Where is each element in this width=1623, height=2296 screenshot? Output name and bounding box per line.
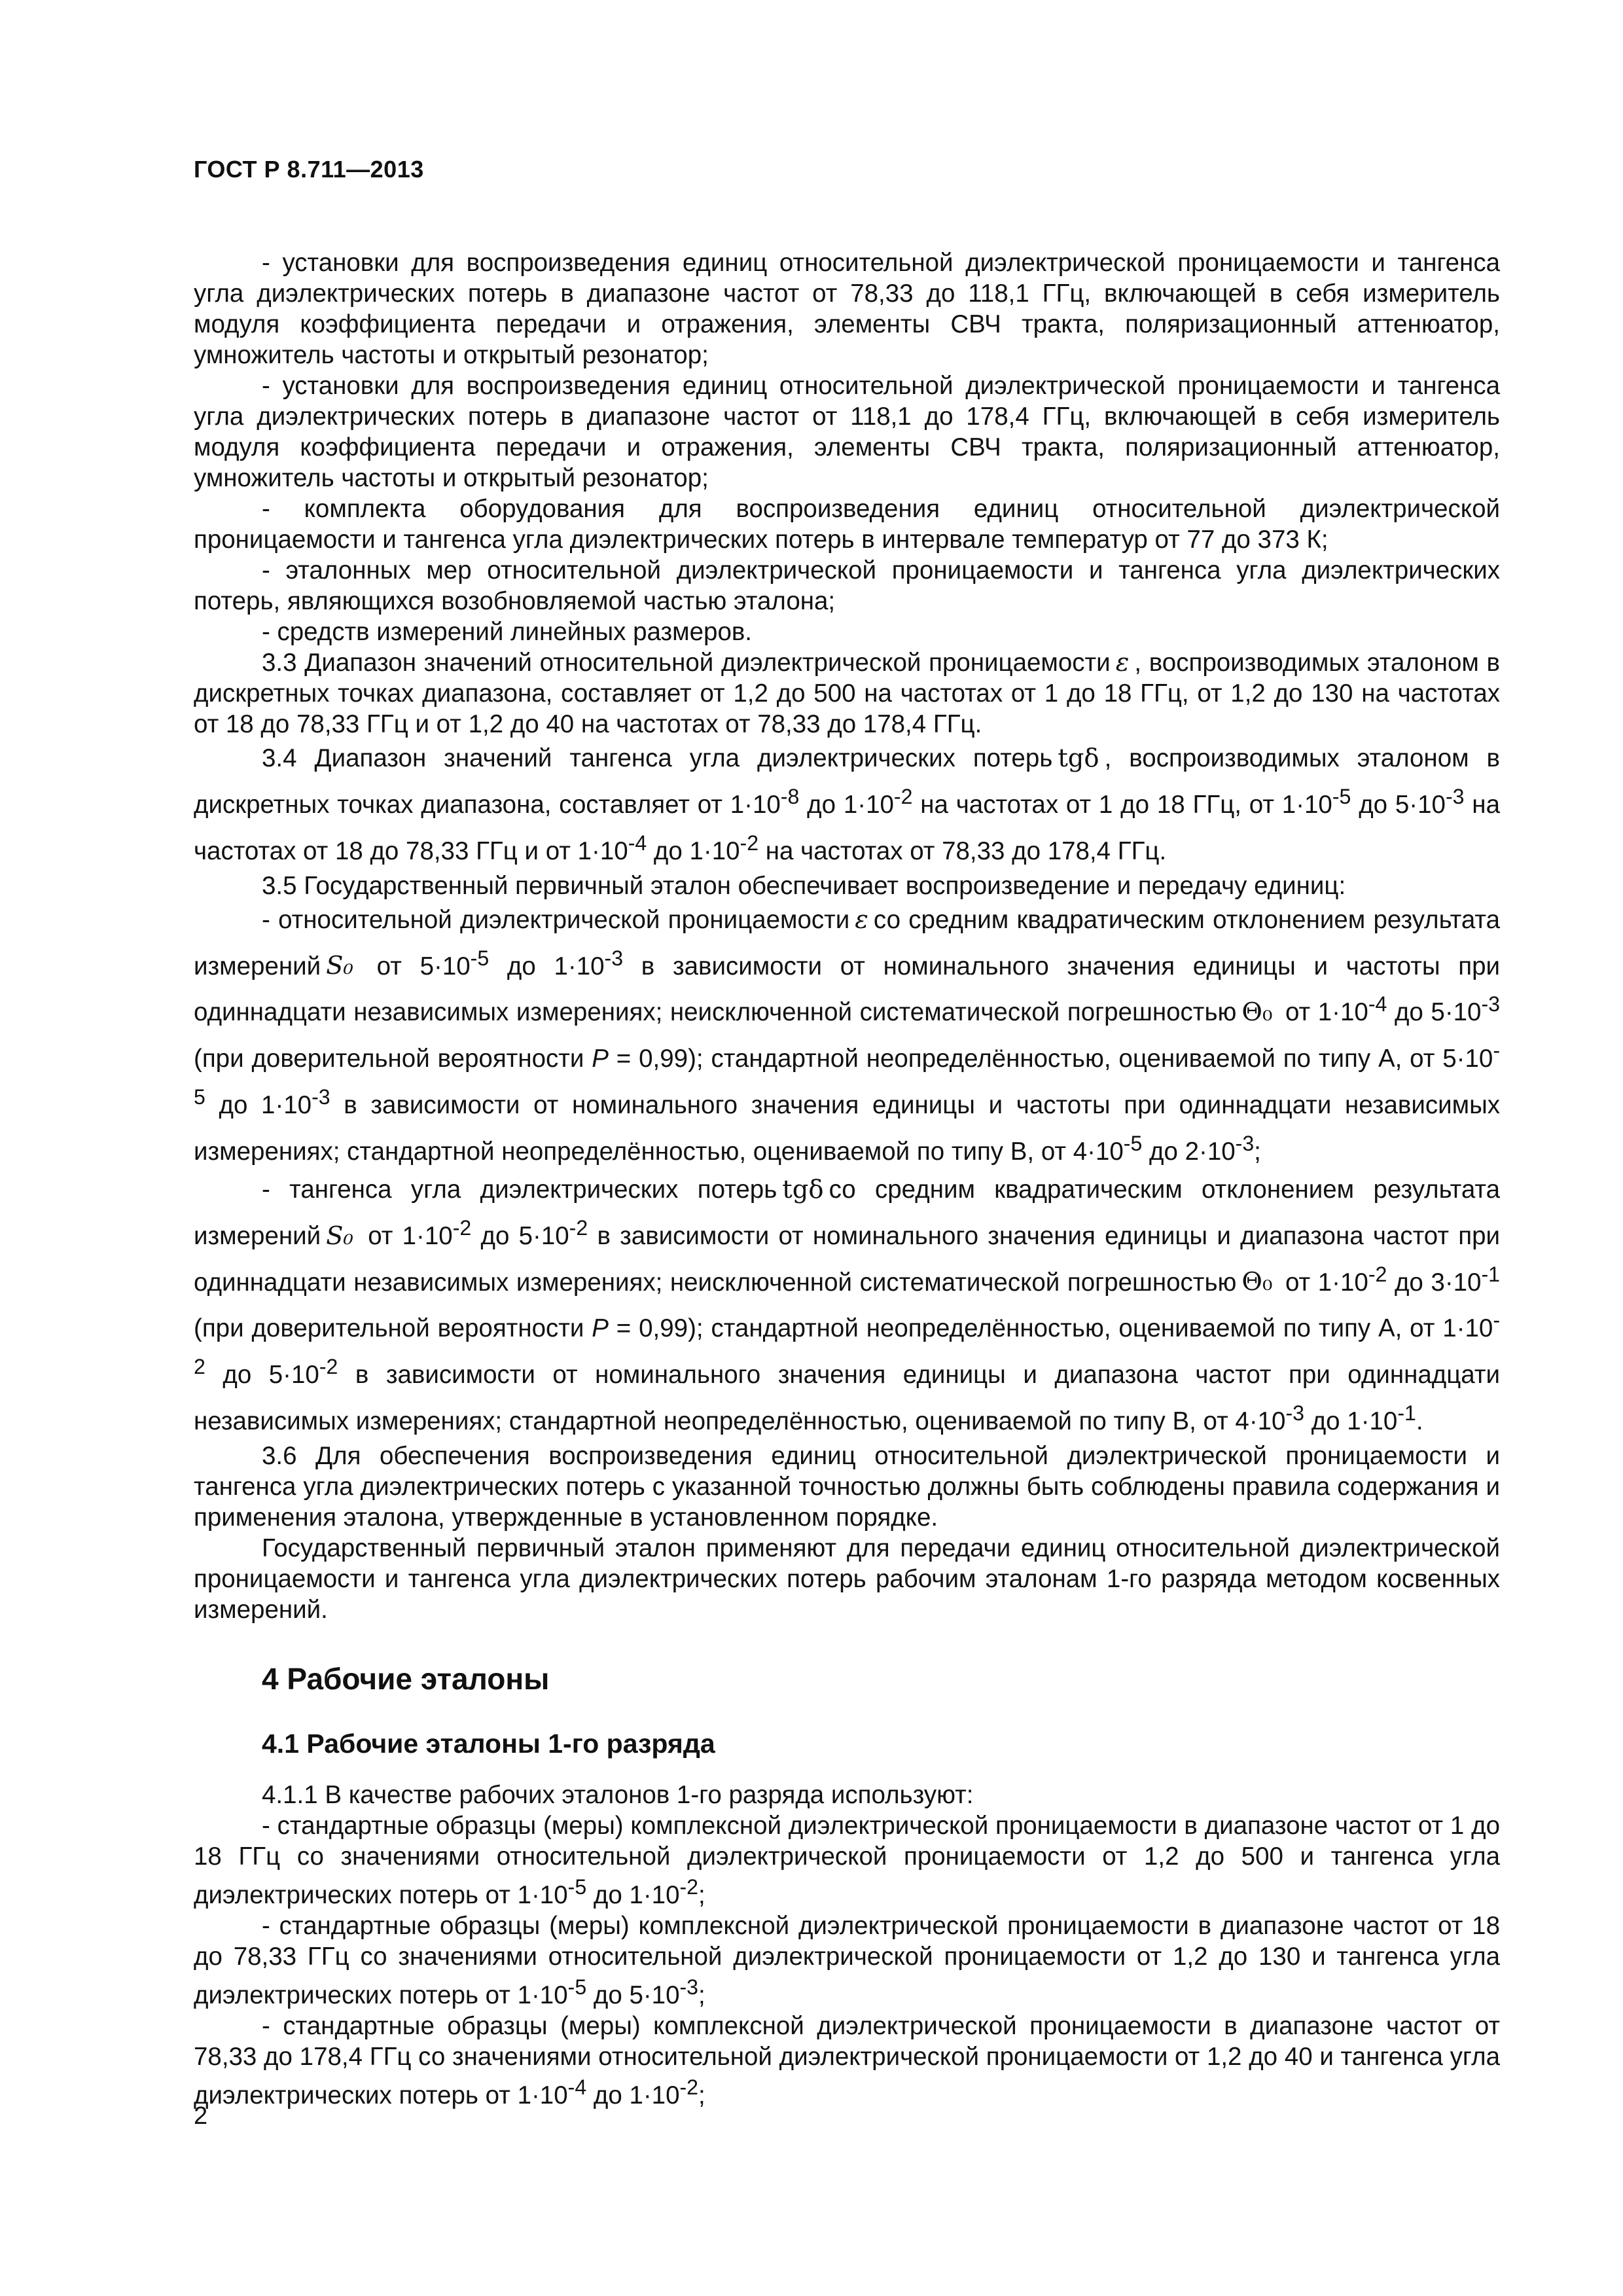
section-heading-4: 4 Рабочие эталоны (262, 1661, 550, 1696)
list-item-loss-tangent: - тангенса угла диэлектрических потерь tgδ со средним квадратическим отклонением результата измерений S₀ от $1\cdot 10^{-2}$ до $5\cdot 10^{-2}$ в зависимости от номинального значения единицы и диапазона частот при одиннадцати независимых измерениях; неисключенной систематической погрешностью Θ₀ от $1\cdot 10^{-2}$ до $3\cdot 10^{-1}$ (при доверительной вероятности P = 0,99); стандартной неопределённостью, оцениваемой по типу А, от $1\cdot 10^{-2}$ до $5\cdot 10^{-2}$ в зависимости от номинального значения единицы и диапазона частот при одиннадцати независимых измерениях; стандартной неопределённостью, оцениваемой по типу В, от $4\cdot 10^{-3}$ до $1\cdot 10^{-1}$. (194, 1174, 1501, 1435)
paragraph-3-5: 3.5 Государственный первичный эталон обеспечивает воспроизведение и передачу единиц: (262, 871, 1346, 900)
epsilon-symbol: ε (855, 905, 868, 935)
list-item-equipment-set: - комплекта оборудования для воспроизведения единиц относительной диэлектрической проницаемости и тангенса угла диэлектрических потерь в интервале температур от 77 до 373 К; (194, 495, 1500, 554)
epsilon-symbol: ε (1115, 648, 1130, 677)
list-item-permittivity: - относительной диэлектрической проницаемости ε со средним квадратическим отклонением результата измерений S₀ от $5\cdot 10^{-5}$ до $1\cdot 10^{-3}$ в зависимости от номинального значения единицы и частоты при одиннадцати независимых измерениях; неисключенной систематической погрешностью Θ₀ от $1\cdot 10^{-4}$ до $5\cdot 10^{-3}$ (при доверительной вероятности P = 0,99); стандартной неопределённостью, оцениваемой по типу А, от $5\cdot 10^{-5}$ до $1\cdot 10^{-3}$ в зависимости от номинального значения единицы и частоты при одиннадцати независимых измерениях; стандартной неопределённостью, оцениваемой по типу В, от $4\cdot 10^{-5}$ до $2\cdot 10^{-3}$; (194, 905, 1501, 1166)
s0-symbol: S₀ (326, 1221, 353, 1251)
tgdelta-symbol: tgδ (1058, 744, 1099, 773)
list-item-installation-2: - установки для воспроизведения единиц относительной диэлектрической проницаемости и тангенса угла диэлектрических потерь в диапазоне частот от 118,1 до 178,4 ГГц, включающей в себя измеритель модуля коэффициента передачи и отражения, элементы СВЧ тракта, поляризационный аттенюатор, умножитель частоты и открытый резонатор; (194, 372, 1500, 492)
page-body (194, 247, 1500, 2110)
paragraph-3-4: 3.4 Диапазон значений тангенса угла диэлектрических потерь tgδ , воспроизводимых эталоном в дискретных точках диапазона, составляет от $1\cdot 10^{-8}$ до $1\cdot 10^{-2}$ на частотах от 1 до 18 ГГц, от $1\cdot 10^{-5}$ до $5\cdot 10^{-3}$ на частотах от 18 до 78,33 ГГц и от $1\cdot 10^{-4}$ до $1\cdot 10^{-2}$ на частотах от 78,33 до 178,4 ГГц. (194, 744, 1500, 865)
list-item-standard-samples-1: - стандартные образцы (меры) комплексной диэлектрической проницаемости в диапазоне частот от 1 до 18 ГГц со значениями относительной диэлектрической проницаемости от 1,2 до 500 и тангенса угла диэлектрических потерь от $1\cdot 10^{-5}$ до $1\cdot 10^{-2}$; (194, 1811, 1500, 1909)
paragraph-3-3: 3.3 Диапазон значений относительной диэлектрической проницаемости ε , воспроизводимых эталоном в дискретных точках диапазона, составляет от 1,2 до 500 на частотах от 1 до 18 ГГц, от 1,2 до 130 на частотах от 18 до 78,33 ГГц и от 1,2 до 40 на частотах от 78,33 до 178,4 ГГц. (194, 648, 1501, 738)
p-symbol: P (592, 1314, 609, 1343)
page-number: 2 (194, 2102, 208, 2130)
list-item-standard-samples-3: - стандартные образцы (меры) комплексной диэлектрической проницаемости в диапазоне частот от 78,33 до 178,4 ГГц со значениями относительной диэлектрической проницаемости от 1,2 до 40 и тангенса угла диэлектрических потерь от $1\cdot 10^{-4}$ до $1\cdot 10^{-2}$; (194, 2011, 1500, 2109)
theta0-symbol: Θ₀ (1241, 1267, 1273, 1297)
theta0-symbol: Θ₀ (1241, 997, 1273, 1028)
list-item-standard-samples-2: - стандартные образцы (меры) комплексной диэлектрической проницаемости в диапазоне частот от 18 до 78,33 ГГц со значениями относительной диэлектрической проницаемости от 1,2 до 130 и тангенса угла диэлектрических потерь от $1\cdot 10^{-5}$ до $5\cdot 10^{-3}$; (194, 1911, 1500, 2009)
tgdelta-symbol: tgδ (782, 1174, 824, 1204)
list-item-installation-1: - установки для воспроизведения единиц относительной диэлектрической проницаемости и тангенса угла диэлектрических потерь в диапазоне частот от 78,33 до 118,1 ГГц, включающей в себя измеритель модуля коэффициента передачи и отражения, элементы СВЧ тракта, поляризационный аттенюатор, умножитель частоты и открытый резонатор; (194, 249, 1500, 369)
paragraph-4-1-1: 4.1.1 В качестве рабочих эталонов 1-го разряда используют: (262, 1780, 974, 1809)
paragraph-3-6: 3.6 Для обеспечения воспроизведения единиц относительной диэлектрической проницаемости и тангенса угла диэлектрических потерь с указанной точностью должны быть соблюдены правила содержания и применения эталона, утвержденные в установленном порядке. (194, 1441, 1500, 1532)
list-item-reference-measures: - эталонных мер относительной диэлектрической проницаемости и тангенса угла диэлектрических потерь, являющихся возобновляемой частью эталона; (194, 556, 1500, 615)
p-symbol: P (592, 1045, 609, 1073)
list-item-linear-measurement: - средств измерений линейных размеров. (262, 618, 753, 646)
document-header: ГОСТ Р 8.711—2013 (194, 156, 424, 183)
paragraph-transfer: Государственный первичный эталон применяют для передачи единиц относительной диэлектрической проницаемости и тангенса угла диэлектрических потерь рабочим эталонам 1-го разряда методом косвенных измерений. (194, 1534, 1500, 1624)
s0-symbol: S₀ (326, 951, 353, 981)
subsection-heading-4-1: 4.1 Рабочие эталоны 1-го разряда (262, 1728, 715, 1759)
